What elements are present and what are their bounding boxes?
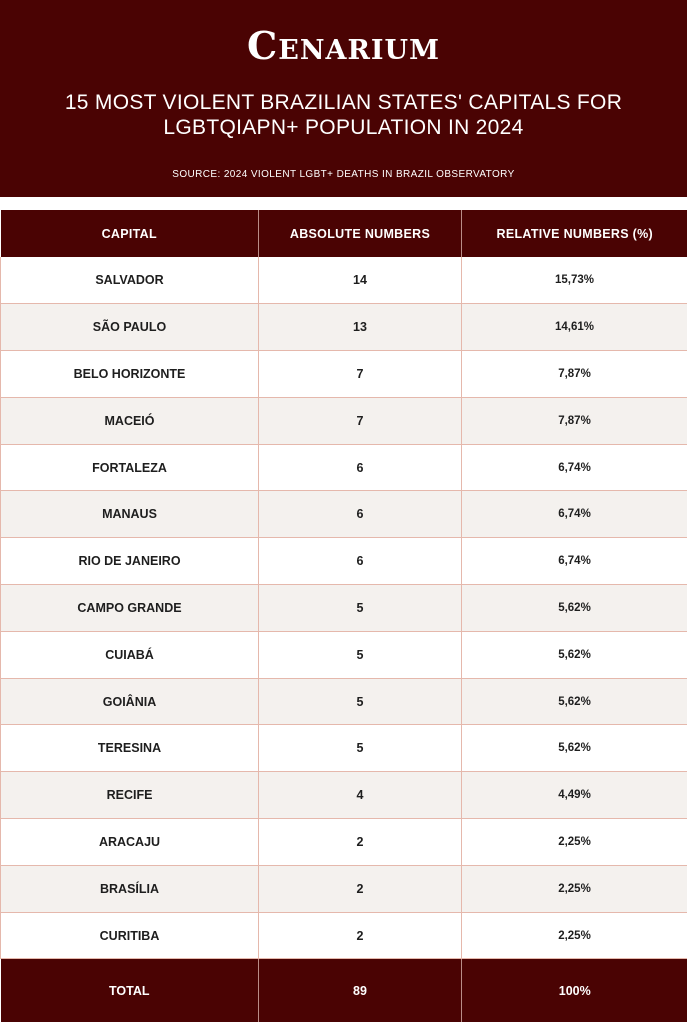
cell-capital: MANAUS	[1, 491, 259, 538]
total-relative: 100%	[558, 983, 591, 998]
cell-capital: RIO DE JANEIRO	[1, 538, 259, 585]
column-header-absolute: ABSOLUTE NUMBERS	[259, 210, 462, 257]
cell-capital: GOIÂNIA	[1, 678, 259, 725]
table-row	[1, 491, 687, 538]
cell-absolute: 5	[259, 678, 462, 725]
cell-relative: 6,74%	[462, 444, 687, 491]
cell-capital: TERESINA	[1, 725, 259, 772]
page-title: 15 MOST VIOLENT BRAZILIAN STATES' CAPITALS FOR LGBTQIAPN+ POPULATION IN 2024	[64, 91, 623, 139]
column-header-relative: RELATIVE NUMBERS (%)	[496, 226, 653, 241]
cell-relative: 15,73%	[462, 257, 687, 304]
cell-capital: CUIABÁ	[1, 631, 259, 678]
cell-absolute: 5	[259, 725, 462, 772]
table-header	[1, 210, 687, 257]
cell-relative: 2,25%	[462, 912, 687, 959]
cell-absolute: 7	[259, 397, 462, 444]
cell-relative: 6,74%	[462, 538, 687, 585]
cell-relative: 5,62%	[462, 678, 687, 725]
cell-absolute: 13	[259, 304, 462, 351]
source-note: SOURCE: 2024 VIOLENT LGBT+ DEATHS IN BRAZIL OBSERVATORY	[172, 169, 515, 180]
cell-absolute: 2	[259, 912, 462, 959]
table-row	[1, 912, 687, 959]
column-header-capital: CAPITAL	[1, 210, 259, 257]
cell-absolute: 5	[259, 585, 462, 632]
cell-absolute: 4	[259, 772, 462, 819]
cell-absolute: 6	[259, 444, 462, 491]
cell-relative: 5,62%	[462, 585, 687, 632]
total-label: TOTAL	[1, 959, 259, 1022]
cell-capital: CURITIBA	[1, 912, 259, 959]
table-row	[1, 351, 687, 398]
cell-absolute: 6	[259, 491, 462, 538]
table-row	[1, 678, 687, 725]
cell-relative: 6,74%	[462, 491, 687, 538]
header-banner	[0, 0, 687, 197]
cell-relative: 2,25%	[462, 865, 687, 912]
cell-absolute: 6	[259, 538, 462, 585]
cell-absolute: 14	[259, 257, 462, 304]
header-gap	[0, 197, 687, 210]
total-row	[1, 959, 687, 1022]
cell-relative: 5,62%	[462, 631, 687, 678]
cell-relative: 7,87%	[462, 351, 687, 398]
table-row	[1, 444, 687, 491]
cell-relative: 4,49%	[462, 772, 687, 819]
capitals-table	[0, 210, 687, 1022]
cell-capital: ARACAJU	[1, 819, 259, 866]
cell-relative: 14,61%	[462, 304, 687, 351]
table-row	[1, 585, 687, 632]
cell-capital: MACEIÓ	[1, 397, 259, 444]
table-row	[1, 819, 687, 866]
table-footer	[1, 959, 687, 1022]
cell-absolute: 2	[259, 865, 462, 912]
table-row	[1, 538, 687, 585]
cell-capital: BRASÍLIA	[1, 865, 259, 912]
table-row	[1, 631, 687, 678]
brand-logo: Cenarium	[247, 23, 440, 68]
cell-capital: FORTALEZA	[1, 444, 259, 491]
cell-capital: RECIFE	[1, 772, 259, 819]
cell-relative: 2,25%	[462, 819, 687, 866]
cell-relative: 5,62%	[462, 725, 687, 772]
header-row	[1, 210, 687, 257]
cell-absolute: 5	[259, 631, 462, 678]
table-row	[1, 865, 687, 912]
table-row	[1, 772, 687, 819]
table-row	[1, 257, 687, 304]
cell-capital: CAMPO GRANDE	[1, 585, 259, 632]
cell-capital: SÃO PAULO	[1, 304, 259, 351]
table-row	[1, 397, 687, 444]
cell-capital: BELO HORIZONTE	[1, 351, 259, 398]
cell-capital: SALVADOR	[1, 257, 259, 304]
total-absolute: 89	[259, 959, 462, 1022]
table-body	[1, 257, 687, 959]
cell-absolute: 7	[259, 351, 462, 398]
cell-relative: 7,87%	[462, 397, 687, 444]
cell-absolute: 2	[259, 819, 462, 866]
table-row	[1, 725, 687, 772]
table-row	[1, 304, 687, 351]
